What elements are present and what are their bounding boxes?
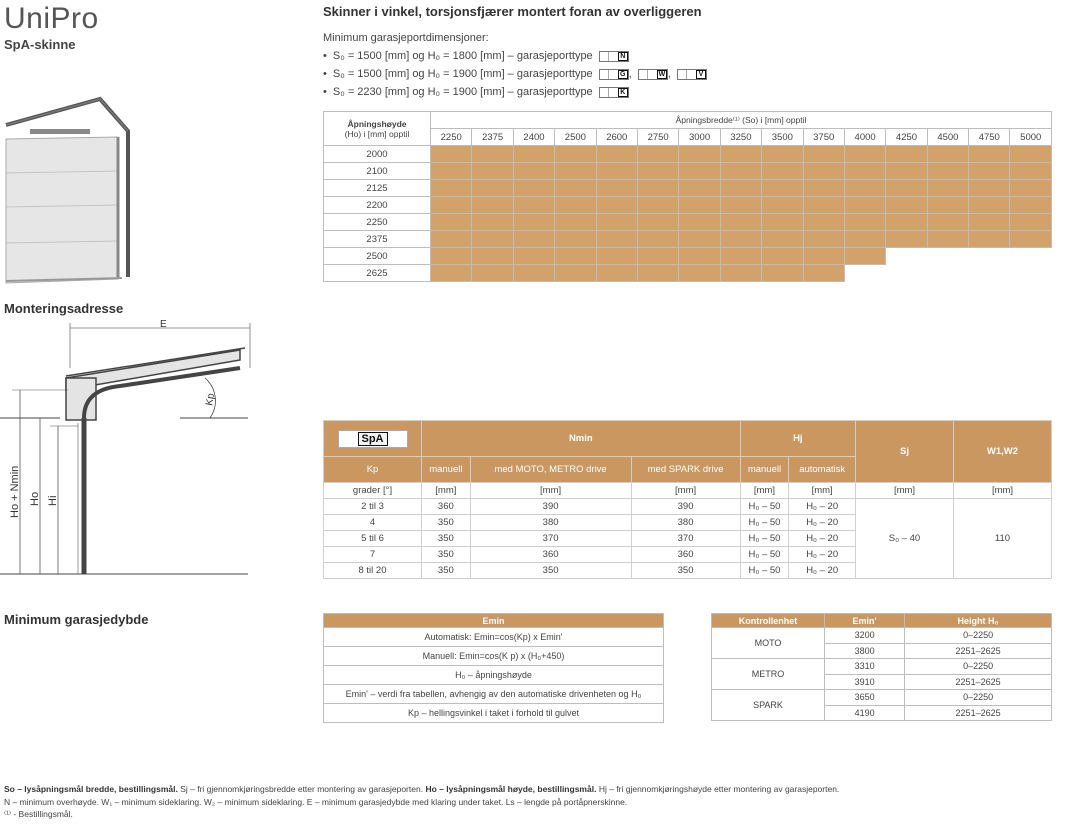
available-cell <box>513 248 554 265</box>
available-cell <box>1010 146 1052 163</box>
page-heading: Skinner i vinkel, torsjonsfjærer montert foran av overliggeren <box>323 4 702 19</box>
height-label: 2000 <box>324 146 431 163</box>
col-header: med MOTO, METRO drive <box>470 457 631 483</box>
emin-row: Manuell: Emin=cos(K p) x (H₀+450) <box>324 647 664 666</box>
ctrl-unit-name: METRO <box>712 659 825 690</box>
w-header: W1,W2 <box>954 421 1052 483</box>
mount-cell: 360 <box>470 547 631 563</box>
available-cell <box>637 231 678 248</box>
size-row <box>324 146 1052 163</box>
available-cell <box>720 265 761 282</box>
available-cell <box>886 197 927 214</box>
width-header: 2400 <box>513 129 554 146</box>
available-cell <box>844 163 885 180</box>
available-cell <box>803 197 844 214</box>
size-row <box>324 248 1052 265</box>
available-cell <box>555 180 596 197</box>
available-cell <box>679 231 720 248</box>
mount-cell: 4 <box>324 515 422 531</box>
height-label: 2625 <box>324 265 431 282</box>
unit-cell: grader [°] <box>324 483 422 499</box>
mount-cell: 8 til 20 <box>324 563 422 579</box>
col-header: manuell <box>740 457 789 483</box>
ctrl-header: Emin' <box>825 614 905 628</box>
available-cell <box>679 197 720 214</box>
mount-cell: 380 <box>470 515 631 531</box>
col-header: med SPARK drive <box>631 457 740 483</box>
width-header: 3500 <box>762 129 803 146</box>
brand-title: UniPro <box>4 2 99 35</box>
available-cell <box>886 214 927 231</box>
available-cell <box>969 146 1010 163</box>
available-cell <box>886 180 927 197</box>
available-cell <box>969 197 1010 214</box>
height-label: 2250 <box>324 214 431 231</box>
available-cell <box>762 146 803 163</box>
available-cell <box>844 214 885 231</box>
height-label: 2375 <box>324 231 431 248</box>
ctrl-cell: 2251–2625 <box>905 643 1052 659</box>
available-cell <box>637 248 678 265</box>
available-cell <box>803 146 844 163</box>
min-dims-item: • S₀ = 1500 [mm] og H₀ = 1800 [mm] – garasjeporttype N <box>323 47 707 65</box>
mount-cell: 390 <box>631 499 740 515</box>
empty-cell <box>844 265 885 282</box>
available-cell <box>969 214 1010 231</box>
available-cell <box>886 146 927 163</box>
ctrl-header: Height H₀ <box>905 614 1052 628</box>
available-cell <box>596 163 637 180</box>
mounting-diagram <box>0 318 260 583</box>
door-type-badge: G <box>599 69 629 80</box>
mount-cell: H₀ – 20 <box>789 515 856 531</box>
size-row <box>324 231 1052 248</box>
unit-cell: [mm] <box>954 483 1052 499</box>
available-cell <box>555 214 596 231</box>
available-cell <box>637 146 678 163</box>
available-cell <box>844 180 885 197</box>
empty-cell <box>969 248 1010 265</box>
available-cell <box>472 163 513 180</box>
mount-cell: 360 <box>422 499 471 515</box>
available-cell <box>596 231 637 248</box>
height-label: 2125 <box>324 180 431 197</box>
width-header: 2375 <box>472 129 513 146</box>
unit-cell: [mm] <box>631 483 740 499</box>
kp-header: Kp <box>324 457 422 483</box>
available-cell <box>762 248 803 265</box>
empty-cell <box>969 265 1010 282</box>
available-cell <box>431 163 472 180</box>
section-mount-address: Monteringsadresse <box>4 301 124 316</box>
size-row <box>324 197 1052 214</box>
available-cell <box>637 265 678 282</box>
mount-cell: H₀ – 20 <box>789 499 856 515</box>
ctrl-unit-name: SPARK <box>712 690 825 721</box>
available-cell <box>637 214 678 231</box>
available-cell <box>969 163 1010 180</box>
mount-cell: 360 <box>631 547 740 563</box>
empty-cell <box>1010 265 1052 282</box>
available-cell <box>596 197 637 214</box>
available-cell <box>679 214 720 231</box>
available-cell <box>927 197 968 214</box>
available-cell <box>472 231 513 248</box>
min-dims-item: • S₀ = 2230 [mm] og H₀ = 1900 [mm] – garasjeporttype K <box>323 83 707 101</box>
available-cell <box>1010 214 1052 231</box>
available-cell <box>472 214 513 231</box>
width-header: 3000 <box>679 129 720 146</box>
available-cell <box>1010 180 1052 197</box>
available-cell <box>679 146 720 163</box>
width-header: 4500 <box>927 129 968 146</box>
ctrl-header: Kontrollenhet <box>712 614 825 628</box>
available-cell <box>596 248 637 265</box>
mount-cell: 5 til 6 <box>324 531 422 547</box>
available-cell <box>762 180 803 197</box>
col-header: automatisk <box>789 457 856 483</box>
empty-cell <box>886 265 927 282</box>
available-cell <box>472 265 513 282</box>
ctrl-unit-name: MOTO <box>712 628 825 659</box>
footer-line-2: N – minimum overhøyde. W₁ – minimum sideklaring. W₂ – minimum sideklaring. E – minimum garasjedybde med klaring under taket. Ls – lengde på portåpnerskinne. <box>4 797 628 807</box>
mount-cell: 370 <box>631 531 740 547</box>
size-row <box>324 163 1052 180</box>
available-cell <box>1010 163 1052 180</box>
available-cell <box>513 231 554 248</box>
available-cell <box>720 231 761 248</box>
available-cell <box>762 231 803 248</box>
emin-row: H₀ – åpningshøyde <box>324 666 664 685</box>
available-cell <box>762 163 803 180</box>
mount-cell: 350 <box>422 547 471 563</box>
ctrl-cell: 0–2250 <box>905 628 1052 644</box>
mount-cell: H₀ – 50 <box>740 531 789 547</box>
emin-row: Emin' – verdi fra tabellen, avhengig av den automatiske drivenheten og H₀ <box>324 685 664 704</box>
size-row <box>324 265 1052 282</box>
ctrl-cell: 2251–2625 <box>905 705 1052 721</box>
ctrl-cell: 3200 <box>825 628 905 644</box>
available-cell <box>472 197 513 214</box>
available-cell <box>513 265 554 282</box>
unit-cell: [mm] <box>789 483 856 499</box>
width-header: 5000 <box>1010 129 1052 146</box>
available-cell <box>637 180 678 197</box>
door-illustration <box>0 95 135 285</box>
available-cell <box>679 248 720 265</box>
available-cell <box>513 146 554 163</box>
available-cell <box>431 231 472 248</box>
available-cell <box>927 146 968 163</box>
mount-cell: 380 <box>631 515 740 531</box>
door-type-badge: K <box>599 87 629 98</box>
ctrl-cell: 3650 <box>825 690 905 706</box>
height-label: 2500 <box>324 248 431 265</box>
door-type-badge: V <box>677 69 707 80</box>
available-cell <box>969 180 1010 197</box>
available-cell <box>1010 231 1052 248</box>
available-cell <box>472 248 513 265</box>
footer-line-1: So – lysåpningsmål bredde, bestillingsmål. Sj – fri gjennomkjøringsbredde etter montering av garasjeporten. Ho – lysåpningsmål høyde, bestillingsmål. Hj – fri gjennomkjøringshøyde etter montering av garasjeporten. <box>4 784 840 794</box>
available-cell <box>803 231 844 248</box>
available-cell <box>555 146 596 163</box>
mount-cell: H₀ – 20 <box>789 563 856 579</box>
ctrl-cell: 4190 <box>825 705 905 721</box>
available-cell <box>431 146 472 163</box>
available-cell <box>555 248 596 265</box>
spa-badge: SpA <box>338 430 408 448</box>
ctrl-cell: 0–2250 <box>905 659 1052 675</box>
unit-cell: [mm] <box>470 483 631 499</box>
available-cell <box>513 163 554 180</box>
nmin-header: Nmin <box>422 421 741 457</box>
mount-cell: 2 til 3 <box>324 499 422 515</box>
available-cell <box>472 180 513 197</box>
available-cell <box>596 214 637 231</box>
sj-header: Sj <box>856 421 954 483</box>
door-type-badge: W <box>638 69 668 80</box>
height-label: 2100 <box>324 163 431 180</box>
emin-row: Kp – hellingsvinkel i taket i forhold til gulvet <box>324 704 664 723</box>
min-dims-title: Minimum garasjeportdimensjoner: <box>323 32 489 44</box>
size-row <box>324 180 1052 197</box>
available-cell <box>596 265 637 282</box>
available-cell <box>637 197 678 214</box>
door-type-badge: N <box>599 51 629 62</box>
available-cell <box>596 146 637 163</box>
w-value: 110 <box>954 499 1052 579</box>
available-cell <box>720 163 761 180</box>
hj-header: Hj <box>740 421 855 457</box>
available-cell <box>720 214 761 231</box>
available-cell <box>513 180 554 197</box>
available-cell <box>927 214 968 231</box>
width-header: 3750 <box>803 129 844 146</box>
section-garage-depth: Minimum garasjedybde <box>4 612 149 627</box>
label-hi: Hi <box>47 495 59 506</box>
ctrl-row <box>712 659 1052 675</box>
available-cell <box>596 180 637 197</box>
mount-cell: 350 <box>422 531 471 547</box>
available-cell <box>844 146 885 163</box>
mounting-table <box>323 420 1052 579</box>
product-subtitle: SpA-skinne <box>4 37 76 52</box>
available-cell <box>555 197 596 214</box>
unit-cell: [mm] <box>856 483 954 499</box>
unit-cell: [mm] <box>740 483 789 499</box>
ctrl-cell: 3310 <box>825 659 905 675</box>
mount-cell: 350 <box>631 563 740 579</box>
width-header: 4750 <box>969 129 1010 146</box>
sj-value: S₀ – 40 <box>856 499 954 579</box>
available-cell <box>720 146 761 163</box>
available-cell <box>431 214 472 231</box>
available-cell <box>762 265 803 282</box>
min-dims-item: • S₀ = 1500 [mm] og H₀ = 1900 [mm] – garasjeporttype G , W , V <box>323 65 707 83</box>
mount-cell: H₀ – 20 <box>789 531 856 547</box>
empty-cell <box>927 248 968 265</box>
available-cell <box>844 248 885 265</box>
empty-cell <box>886 248 927 265</box>
ctrl-cell: 2251–2625 <box>905 674 1052 690</box>
footer-line-3: ⁽¹⁾ - Bestillingsmål. <box>4 809 73 819</box>
width-header: 4250 <box>886 129 927 146</box>
mount-cell: 350 <box>422 563 471 579</box>
ctrl-cell: 3910 <box>825 674 905 690</box>
available-cell <box>803 248 844 265</box>
available-cell <box>886 231 927 248</box>
ctrl-cell: 0–2250 <box>905 690 1052 706</box>
available-cell <box>762 197 803 214</box>
label-ho-nmin: Ho + Nmin <box>9 465 21 518</box>
width-header: 3250 <box>720 129 761 146</box>
empty-cell <box>1010 248 1052 265</box>
available-cell <box>720 197 761 214</box>
available-cell <box>431 248 472 265</box>
available-cell <box>844 231 885 248</box>
emin-table <box>323 613 664 723</box>
available-cell <box>431 180 472 197</box>
mount-cell: 350 <box>470 563 631 579</box>
available-cell <box>513 214 554 231</box>
available-cell <box>762 214 803 231</box>
mount-cell: H₀ – 20 <box>789 547 856 563</box>
min-dims-list <box>323 47 707 101</box>
emin-header: Emin <box>324 614 664 628</box>
available-cell <box>927 180 968 197</box>
mount-cell: H₀ – 50 <box>740 547 789 563</box>
width-header: 2750 <box>637 129 678 146</box>
available-cell <box>431 265 472 282</box>
ctrl-cell: 3800 <box>825 643 905 659</box>
width-header: 2600 <box>596 129 637 146</box>
available-cell <box>720 180 761 197</box>
available-cell <box>679 265 720 282</box>
available-cell <box>513 197 554 214</box>
label-kp: Kp <box>204 392 218 407</box>
available-cell <box>555 265 596 282</box>
available-cell <box>555 163 596 180</box>
mount-cell: H₀ – 50 <box>740 515 789 531</box>
width-header: 2500 <box>555 129 596 146</box>
mount-cell: 350 <box>422 515 471 531</box>
width-header: 4000 <box>844 129 885 146</box>
available-cell <box>927 231 968 248</box>
ctrl-row <box>712 628 1052 644</box>
mount-cell: 370 <box>470 531 631 547</box>
size-table <box>323 111 1052 282</box>
available-cell <box>1010 197 1052 214</box>
label-ho: Ho <box>29 491 41 506</box>
mount-cell: H₀ – 50 <box>740 563 789 579</box>
available-cell <box>969 231 1010 248</box>
available-cell <box>679 163 720 180</box>
available-cell <box>679 180 720 197</box>
label-e: E <box>160 319 167 330</box>
size-row <box>324 214 1052 231</box>
available-cell <box>844 197 885 214</box>
width-header: 2250 <box>431 129 472 146</box>
size-table-col-header: Åpningsbredde⁽¹⁾ (So) i [mm] opptil <box>431 112 1052 129</box>
available-cell <box>637 163 678 180</box>
mount-cell: H₀ – 50 <box>740 499 789 515</box>
empty-cell <box>927 265 968 282</box>
available-cell <box>803 265 844 282</box>
available-cell <box>803 163 844 180</box>
available-cell <box>472 146 513 163</box>
available-cell <box>803 180 844 197</box>
available-cell <box>555 231 596 248</box>
unit-cell: [mm] <box>422 483 471 499</box>
available-cell <box>927 163 968 180</box>
available-cell <box>431 197 472 214</box>
mount-row <box>324 499 1052 515</box>
control-unit-table <box>711 613 1052 721</box>
available-cell <box>886 163 927 180</box>
col-header: manuell <box>422 457 471 483</box>
mount-cell: 7 <box>324 547 422 563</box>
available-cell <box>720 248 761 265</box>
emin-row: Automatisk: Emin=cos(Kp) x Emin' <box>324 628 664 647</box>
size-table-row-header: Åpningshøyde (Ho) i [mm] opptil <box>324 112 431 146</box>
mount-cell: 390 <box>470 499 631 515</box>
available-cell <box>803 214 844 231</box>
ctrl-row <box>712 690 1052 706</box>
height-label: 2200 <box>324 197 431 214</box>
